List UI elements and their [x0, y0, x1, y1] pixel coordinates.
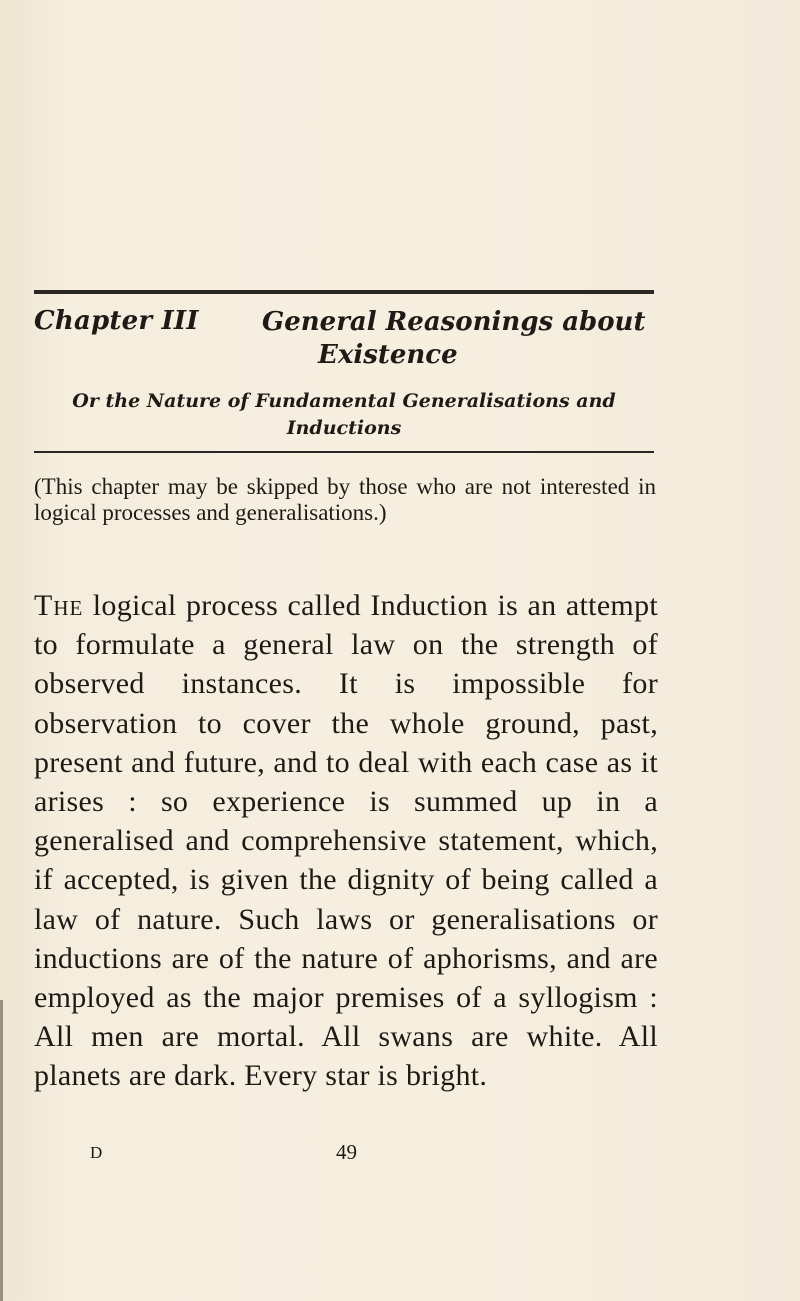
body-paragraph	[34, 586, 658, 1096]
page-edge-shadow	[0, 1000, 3, 1301]
subtitle-rule	[34, 451, 654, 453]
body-text: logical process called Induction is an attempt to formulate a general law on the strength of observed instances. It is impossible for observation to cover the whole ground, past, present and future, and to deal with each case as it arises : so experience is summed up in a generalised and comprehensive statement, which, if accepted, is given the dignity of being called a law of nature. Such laws or generalisations or inductions are of the nature of aphorisms, and are employed as the major premises of a syllogism : All men are mortal. All swans are white. All planets are dark. Every star is bright.	[34, 589, 658, 1093]
chapter-title-line-2: Existence	[318, 340, 458, 370]
chapter-title	[262, 306, 662, 372]
chapter-label: Chapter III	[34, 306, 199, 336]
page-number: 49	[336, 1140, 357, 1164]
chapter-subtitle: Or the Nature of Fundamental Generalisations and Inductions	[72, 390, 616, 439]
top-rule	[34, 290, 654, 294]
chapter-note: (This chapter may be skipped by those who are not interested in logical processes and generalisations.)	[34, 474, 656, 525]
body-lead-word: The	[34, 589, 84, 622]
signature-mark: D	[90, 1143, 103, 1162]
chapter-title-line-1: General Reasonings about	[262, 307, 646, 337]
